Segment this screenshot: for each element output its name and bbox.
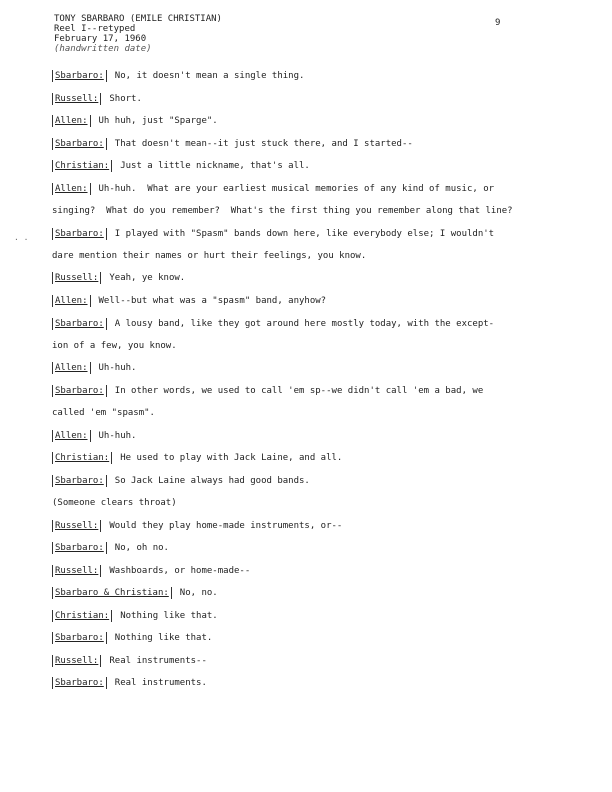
line-text: Nothing like that.: [120, 611, 218, 621]
speaker-name: Sbarbaro:: [55, 543, 104, 553]
transcript-line: [52, 250, 366, 262]
speaker-name: Russell:: [55, 566, 99, 576]
transcript-line: [52, 430, 136, 442]
transcript-line: [52, 362, 136, 374]
transcript-line: [52, 183, 494, 195]
line-text: Yeah, ye know.: [109, 273, 186, 283]
line-text: No, it doesn't mean a single thing.: [114, 71, 305, 81]
speaker-name: Russell:: [55, 94, 99, 104]
transcript-line: [52, 497, 177, 509]
speaker-name: Sbarbaro:: [55, 71, 104, 81]
line-text: He used to play with Jack Laine, and all.: [120, 453, 343, 463]
transcript-line: [52, 340, 177, 352]
line-text: Well--but what was a "spasm" band, anyhow?: [98, 296, 327, 306]
speaker-name: Allen:: [55, 431, 88, 441]
speaker-name: Christian:: [55, 453, 110, 463]
speaker-label: [52, 610, 112, 622]
transcript-line: [52, 587, 218, 599]
line-text: Real instruments--: [109, 656, 207, 666]
speaker-label: [52, 520, 101, 532]
line-text: Uh-huh.: [98, 363, 137, 373]
transcript-line: [52, 655, 207, 667]
speaker-label: [52, 318, 107, 330]
header-date: February 17, 1960: [54, 34, 147, 44]
speaker-name: Sbarbaro:: [55, 633, 104, 643]
speaker-name: Allen:: [55, 363, 88, 373]
speaker-name: Sbarbaro:: [55, 139, 104, 149]
speaker-label: [52, 385, 107, 397]
transcript-line: [52, 272, 185, 284]
line-text: Short.: [109, 94, 142, 104]
line-text: Would they play home-made instruments, or--: [109, 521, 343, 531]
line-text: No, no.: [179, 588, 218, 598]
speaker-label: [52, 677, 107, 689]
speaker-name: Russell:: [55, 521, 99, 531]
header-handwritten-date: (handwritten date): [54, 44, 152, 54]
line-text: So Jack Laine always had good bands.: [114, 476, 310, 486]
speaker-label: [52, 475, 107, 487]
speaker-name: Sbarbaro:: [55, 386, 104, 396]
line-text: I played with "Spasm" bands down here, like everybody else; I wouldn't: [114, 229, 495, 239]
line-text: called 'em "spasm".: [52, 408, 155, 418]
speaker-name: Sbarbaro:: [55, 476, 104, 486]
transcript-line: [52, 228, 494, 240]
header-title: TONY SBARBARO (EMILE CHRISTIAN): [54, 14, 222, 24]
transcript-line: [52, 385, 483, 397]
speaker-name: Sbarbaro:: [55, 678, 104, 688]
speaker-name: Allen:: [55, 116, 88, 126]
speaker-name: Sbarbaro:: [55, 319, 104, 329]
speaker-label: [52, 295, 91, 307]
transcript-line: [52, 318, 494, 330]
transcript-line: [52, 542, 169, 554]
speaker-label: [52, 430, 91, 442]
line-text: Just a little nickname, that's all.: [120, 161, 310, 171]
speaker-label: [52, 655, 101, 667]
speaker-label: [52, 587, 172, 599]
line-text: Nothing like that.: [114, 633, 213, 643]
speaker-label: [52, 138, 107, 150]
speaker-name: Sbarbaro:: [55, 229, 104, 239]
transcript-line: [52, 565, 250, 577]
speaker-label: [52, 542, 107, 554]
transcript-line: [52, 93, 142, 105]
line-text: ion of a few, you know.: [52, 341, 177, 351]
transcript-line: [52, 70, 304, 82]
transcript-line: [52, 475, 310, 487]
transcript-line: [52, 407, 155, 419]
speaker-label: [52, 160, 112, 172]
line-text: That doesn't mean--it just stuck there, and I started--: [114, 139, 413, 149]
line-text: Uh huh, just "Sparge".: [98, 116, 218, 126]
speaker-label: [52, 70, 107, 82]
speaker-name: Christian:: [55, 611, 110, 621]
line-text: Uh-huh. What are your earliest musical memories of any kind of music, or: [98, 184, 495, 194]
transcript-line: [52, 295, 326, 307]
transcript-line: [52, 205, 513, 217]
speaker-label: [52, 452, 112, 464]
transcript-line: [52, 677, 207, 689]
line-text: Uh-huh.: [98, 431, 137, 441]
speaker-name: Allen:: [55, 184, 88, 194]
line-text: singing? What do you remember? What's the first thing you remember along that line?: [52, 206, 513, 216]
speaker-name: Russell:: [55, 273, 99, 283]
speaker-name: Christian:: [55, 161, 110, 171]
speaker-label: [52, 93, 101, 105]
line-text: Washboards, or home-made--: [109, 566, 251, 576]
speaker-name: Allen:: [55, 296, 88, 306]
page-number: 9: [495, 18, 501, 28]
line-text: In other words, we used to call 'em sp--we didn't call 'em a bad, we: [114, 386, 484, 396]
transcript-line: [52, 452, 342, 464]
transcript-line: [52, 632, 212, 644]
transcript-line: [52, 610, 218, 622]
line-text: A lousy band, like they got around here mostly today, with the except-: [114, 319, 495, 329]
header-reel: Reel I--retyped: [54, 24, 136, 34]
speaker-name: Sbarbaro & Christian:: [55, 588, 169, 598]
speaker-label: [52, 115, 91, 127]
transcript-line: [52, 520, 342, 532]
speaker-label: [52, 272, 101, 284]
margin-mark: . .: [14, 233, 29, 242]
line-text: No, oh no.: [114, 543, 169, 553]
speaker-label: [52, 228, 107, 240]
transcript-line: [52, 160, 310, 172]
speaker-label: [52, 565, 101, 577]
speaker-name: Russell:: [55, 656, 99, 666]
line-text: Real instruments.: [114, 678, 207, 688]
speaker-label: [52, 362, 91, 374]
line-text: dare mention their names or hurt their feelings, you know.: [52, 251, 367, 261]
speaker-label: [52, 183, 91, 195]
transcript-line: [52, 138, 413, 150]
speaker-label: [52, 632, 107, 644]
transcript-line: [52, 115, 218, 127]
line-text: (Someone clears throat): [52, 498, 177, 508]
